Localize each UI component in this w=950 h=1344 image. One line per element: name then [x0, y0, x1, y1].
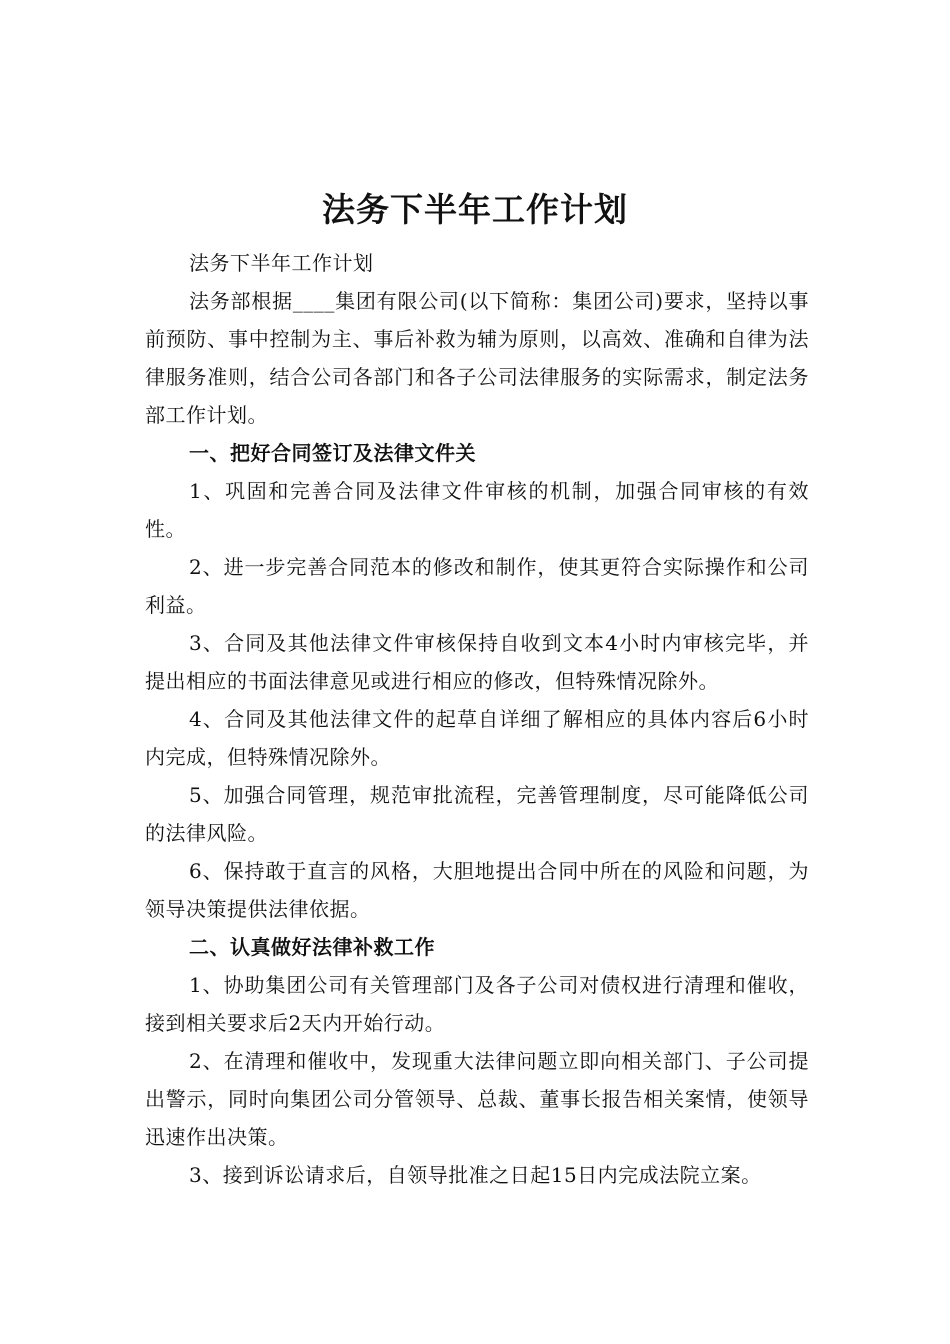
paragraph: 2、在清理和催收中，发现重大法律问题立即向相关部门、子公司提出警示，同时向集团公司分管领导、总裁、董事长报告相关案情，使领导迅速作出决策。: [145, 1049, 809, 1149]
paragraph: 3、合同及其他法律文件审核保持自收到文本4小时内审核完毕，并提出相应的书面法律意见或进行相应的修改，但特殊情况除外。: [145, 631, 809, 693]
section-heading: 一、把好合同签订及法律文件关: [189, 441, 476, 465]
paragraph: 6、保持敢于直言的风格，大胆地提出合同中所在的风险和问题，为领导决策提供法律依据。: [145, 859, 809, 921]
document-title: 法务下半年工作计划: [322, 190, 628, 229]
paragraph: 法务下半年工作计划: [189, 251, 374, 275]
paragraph: 4、合同及其他法律文件的起草自详细了解相应的具体内容后6小时内完成，但特殊情况除外。: [145, 707, 809, 769]
paragraph: 1、巩固和完善合同及法律文件审核的机制，加强合同审核的有效性。: [145, 479, 809, 541]
paragraph: 1、协助集团公司有关管理部门及各子公司对债权进行清理和催收，接到相关要求后2天内开始行动。: [145, 973, 809, 1035]
paragraph: 2、进一步完善合同范本的修改和制作，使其更符合实际操作和公司利益。: [145, 555, 809, 617]
paragraph: 5、加强合同管理，规范审批流程，完善管理制度，尽可能降低公司的法律风险。: [145, 783, 809, 845]
paragraph: 法务部根据____集团有限公司(以下简称：集团公司)要求，坚持以事前预防、事中控制为主、事后补救为辅为原则，以高效、准确和自律为法律服务准则，结合公司各部门和各子公司法律服务的实际需求，制定法务部工作计划。: [145, 289, 809, 427]
section-heading: 二、认真做好法律补救工作: [189, 935, 435, 959]
document-body: [145, 244, 809, 1194]
paragraph: 3、接到诉讼请求后，自领导批准之日起15日内完成法院立案。: [189, 1163, 762, 1187]
